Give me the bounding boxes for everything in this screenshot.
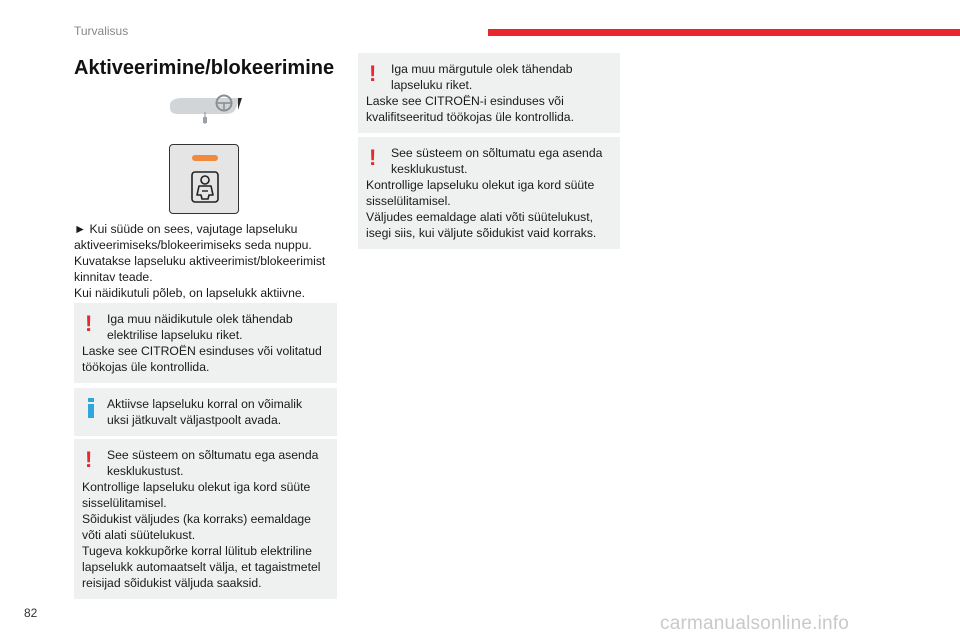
child-safety-icon bbox=[191, 171, 219, 203]
note-text: Sõidukist väljudes (ka korraks) eemaldage võti alati süütelukust. bbox=[82, 512, 311, 542]
note-text: Laske see CITROËN esinduses või volitatud töökojas üle kontrollida. bbox=[82, 344, 322, 374]
header-accent-bar bbox=[488, 29, 960, 36]
section-title: Aktiveerimine/blokeerimine bbox=[74, 57, 335, 79]
note-text: Kontrollige lapseluku olekut iga kord süüte sisselülitamisel. bbox=[82, 480, 311, 510]
instruction-line: Kuvatakse lapseluku aktiveerimist/blokeerimist kinnitav teade. bbox=[74, 254, 326, 284]
instruction-line: ► Kui süüde on sees, vajutage lapseluku aktiveerimiseks/blokeerimiseks seda nuppu. bbox=[74, 222, 312, 252]
note-first-line: See süsteem on sõltumatu ega asenda kesklukustust. bbox=[107, 448, 319, 478]
warning-icon: ! bbox=[85, 311, 93, 336]
warning-icon: ! bbox=[85, 447, 93, 472]
child-lock-button-icon bbox=[169, 144, 239, 214]
info-icon bbox=[88, 398, 94, 418]
watermark: carmanualsonline.info bbox=[660, 613, 850, 634]
warning-note bbox=[74, 303, 337, 383]
note-first-line: Iga muu näidikutule olek tähendab elektrilise lapseluku riket. bbox=[107, 312, 293, 342]
note-text: Laske see CITROËN-i esinduses või kvalifitseeritud töökojas üle kontrollida. bbox=[366, 94, 574, 124]
page-number: 82 bbox=[24, 606, 38, 620]
warning-icon: ! bbox=[369, 61, 377, 86]
warning-note bbox=[358, 53, 620, 133]
note-first-line: Aktiivse lapseluku korral on võimalik uksi jätkuvalt väljastpoolt avada. bbox=[107, 397, 303, 427]
dashboard-steering-wheel-icon bbox=[168, 90, 244, 130]
instruction-line: Kui näidikutuli põleb, on lapselukk aktiivne. bbox=[74, 286, 306, 300]
warning-note bbox=[358, 137, 620, 249]
note-text: Tugeva kokkupõrke korral lülitub elektriline lapselukk automaatselt välja, et tagaistmetel reisijad sõidukist väljuda saaksid. bbox=[82, 544, 321, 590]
warning-note bbox=[74, 439, 337, 599]
section-label: Turvalisus bbox=[74, 24, 129, 38]
note-text: Väljudes eemaldage alati võti süütelukust, isegi siis, kui väljute sõidukist vaid korraks. bbox=[366, 210, 597, 240]
instruction-text bbox=[74, 221, 336, 301]
indicator-led-icon bbox=[192, 155, 218, 161]
warning-icon: ! bbox=[369, 145, 377, 170]
note-first-line: See süsteem on sõltumatu ega asenda kesklukustust. bbox=[391, 146, 603, 176]
info-note bbox=[74, 388, 337, 436]
note-first-line: Iga muu märgutule olek tähendab lapseluku riket. bbox=[391, 62, 573, 92]
note-text: Kontrollige lapseluku olekut iga kord süüte sisselülitamisel. bbox=[366, 178, 595, 208]
